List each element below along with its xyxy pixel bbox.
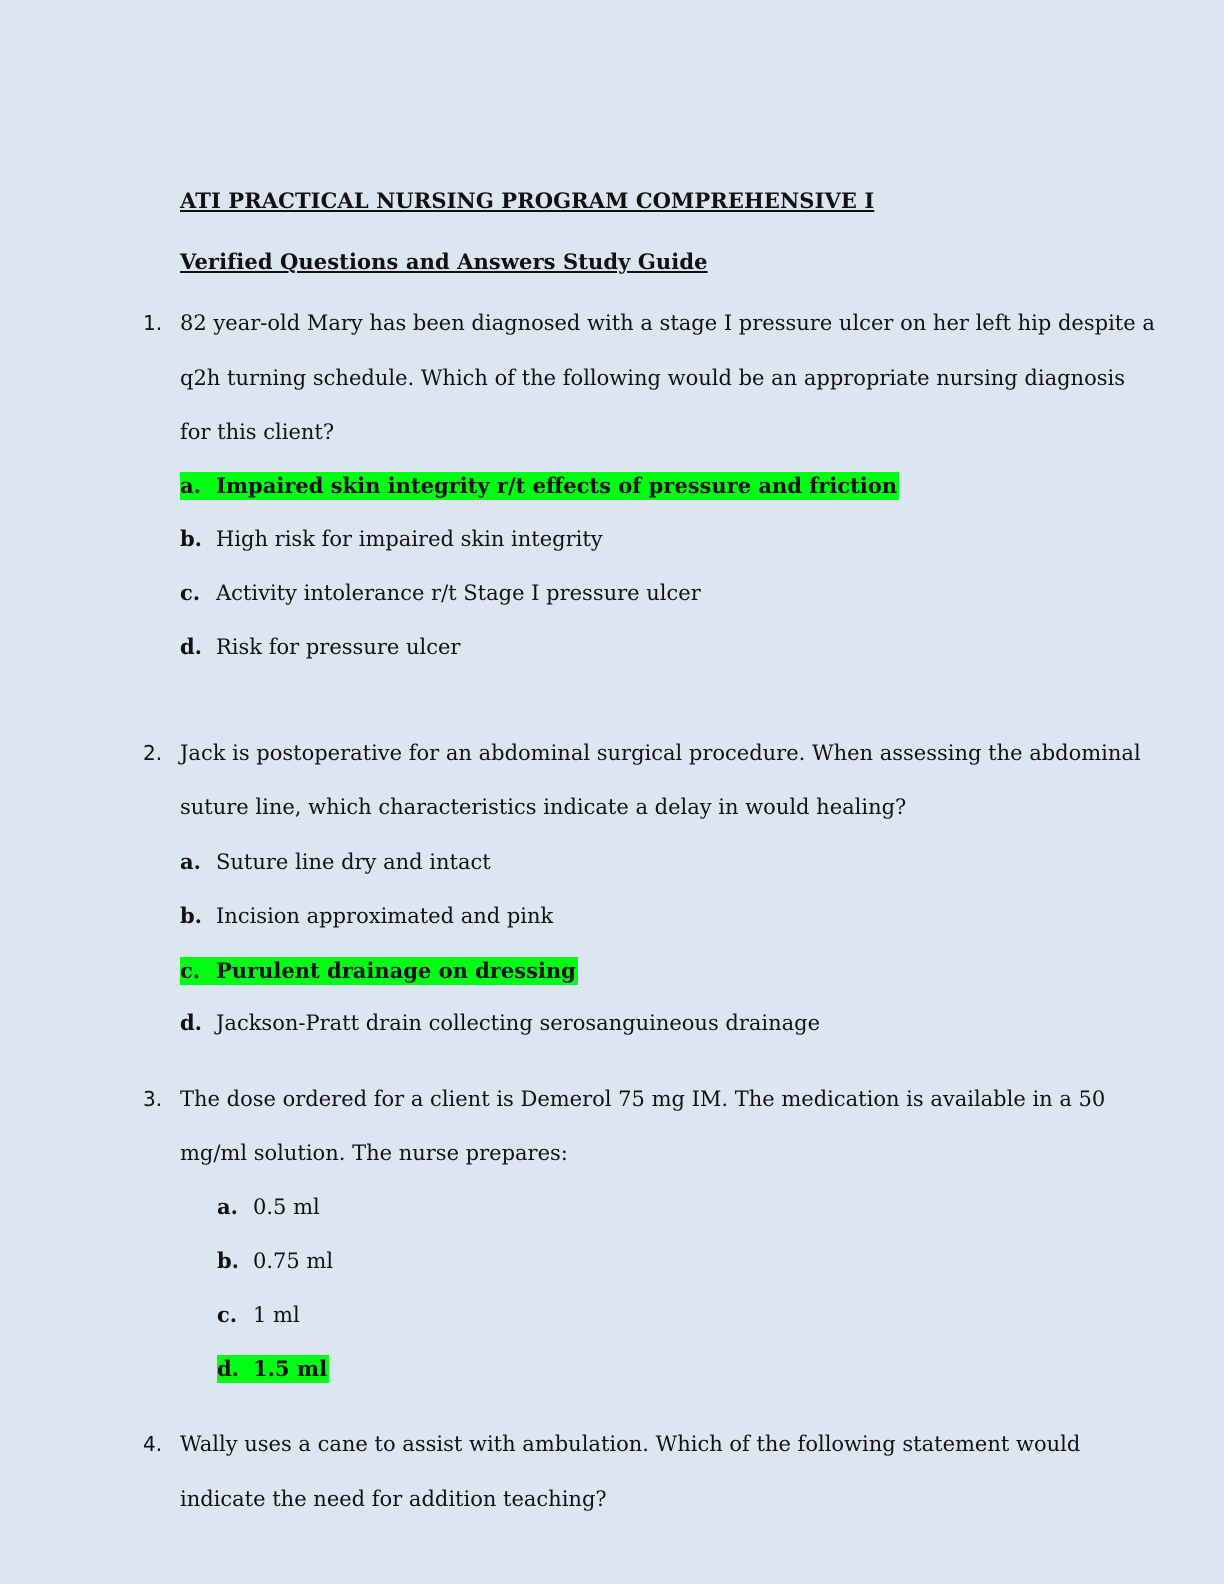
option-letter: b. <box>180 903 202 928</box>
option-text: Risk for pressure ulcer <box>216 635 461 659</box>
question-text-line: indicate the need for addition teaching? <box>180 1487 607 1511</box>
option-letter: a. <box>180 849 201 874</box>
option-text: Incision approximated and pink <box>216 904 554 928</box>
answer-option <box>217 1247 333 1275</box>
option-letter: a. <box>217 1194 238 1219</box>
question-text-line: q2h turning schedule. Which of the following would be an appropriate nursing diagnosis <box>180 366 1125 390</box>
question-number: 3. <box>143 1087 163 1111</box>
option-text: High risk for impaired skin integrity <box>216 527 603 551</box>
question-text-line: for this client? <box>180 420 335 444</box>
option-letter: c. <box>217 1302 238 1327</box>
question-text-line: 82 year-old Mary has been diagnosed with a stage I pressure ulcer on her left hip despite a <box>180 311 1155 335</box>
question-text-line: Jack is postoperative for an abdominal surgical procedure. When assessing the abdominal <box>180 741 1141 765</box>
option-text: Activity intolerance r/t Stage I pressure ulcer <box>216 581 701 605</box>
option-text: 0.75 ml <box>253 1249 334 1273</box>
option-text: 1 ml <box>253 1303 300 1327</box>
question-text-line: The dose ordered for a client is Demerol 75 mg IM. The medication is available in a 50 <box>180 1087 1106 1111</box>
answer-option <box>180 848 491 876</box>
option-letter: a. <box>180 473 201 498</box>
document-title: ATI PRACTICAL NURSING PROGRAM COMPREHENSIVE I <box>180 188 875 213</box>
option-letter: d. <box>180 1010 202 1035</box>
answer-option <box>217 1301 300 1329</box>
answer-option-correct <box>180 957 578 985</box>
answer-option <box>180 579 701 607</box>
option-letter: b. <box>217 1248 239 1273</box>
option-text: Purulent drainage on dressing <box>216 958 576 983</box>
answer-option-correct <box>180 472 899 500</box>
question-text-line: Wally uses a cane to assist with ambulation. Which of the following statement would <box>180 1432 1081 1456</box>
option-text: 0.5 ml <box>253 1195 320 1219</box>
question-text-line: mg/ml solution. The nurse prepares: <box>180 1141 568 1165</box>
answer-option <box>180 525 603 553</box>
question-text-line: suture line, which characteristics indicate a delay in would healing? <box>180 795 907 819</box>
answer-option <box>180 1009 820 1037</box>
option-text: Jackson-Pratt drain collecting serosanguineous drainage <box>216 1011 821 1035</box>
option-text: Suture line dry and intact <box>216 850 491 874</box>
option-letter: d. <box>180 634 202 659</box>
option-text: 1.5 ml <box>253 1356 328 1381</box>
option-letter: c. <box>180 580 201 605</box>
answer-option <box>180 902 553 930</box>
document-subtitle: Verified Questions and Answers Study Guide <box>180 249 708 274</box>
question-number: 1. <box>143 311 163 335</box>
answer-option-correct <box>217 1355 329 1383</box>
answer-option <box>180 633 460 661</box>
option-letter: d. <box>217 1356 239 1381</box>
answer-option <box>217 1193 320 1221</box>
question-number: 4. <box>143 1432 163 1456</box>
option-letter: b. <box>180 526 202 551</box>
question-number: 2. <box>143 741 163 765</box>
option-text: Impaired skin integrity r/t effects of pressure and friction <box>216 473 898 498</box>
option-letter: c. <box>180 958 201 983</box>
